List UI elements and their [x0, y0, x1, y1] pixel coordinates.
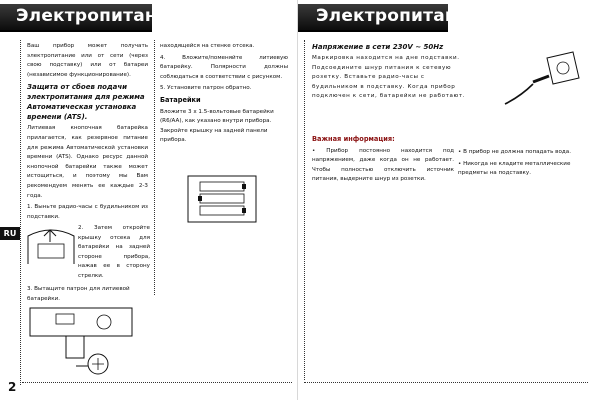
important-heading: Важная информация:: [312, 135, 395, 143]
power-plug-illustration: [503, 48, 583, 108]
right-page-title: Электропитание: [316, 6, 481, 26]
right-margin-dots: [304, 40, 305, 380]
left-column-2: [160, 42, 288, 148]
intro-paragraph: Ваш прибор может получать электропитание или от сети (через свою подставку) или от батареи (независимое функционирование).: [27, 43, 148, 78]
left-page-title: Электропитание: [16, 6, 181, 26]
left-column-1: [27, 42, 148, 224]
battery-holder-illustration: [26, 300, 136, 378]
step-3: 3. Вытащите патрон для литиевой батарейки.: [27, 286, 130, 302]
step-2: 2. Затем откройте крышку отсека для батарейки на задней стороне прибора, нажав ее в сторону стрелки.: [78, 225, 150, 279]
right-page: [298, 0, 595, 400]
important-info-block: [312, 135, 454, 187]
right-bottom-dots: [304, 382, 588, 383]
step-2-block: [78, 224, 150, 284]
right-title-banner: [298, 4, 481, 32]
important-bullet-3: • Никогда не кладите металлические предметы на подставку.: [458, 160, 571, 177]
batteries-paragraph: Вложите 3 x 1.5-вольтовые батарейки (R6/AA), как указано внутри прибора. Закройте крышку на задней панели прибора.: [160, 108, 274, 144]
batteries-heading: Батарейки: [160, 95, 201, 104]
left-page-number: 2: [8, 380, 17, 394]
important-bullet-2: • В прибор не должна попадать вода.: [458, 149, 571, 155]
mains-heading: Напряжение в сети 230V ~ 50Hz: [312, 43, 444, 51]
col2-cont: находящейся на стенке отсека.: [160, 43, 255, 49]
ats-heading: Защита от сбоев подачи электропитания для режима Автоматическая установка времени (ATS).: [27, 83, 145, 122]
important-bullet-1: • Прибор постоянно находится под напряжением, даже когда он не работает. Чтобы полностью отключить источник питания, выдерните шнур из розетки.: [312, 147, 454, 183]
left-column-divider: [154, 40, 155, 295]
mains-paragraph: Маркировка находится на дне подставки. Подсоедините шнур питания к сетевую розетку. Вставьте радио-часы с будильником в подставку. Когда прибор подключен к сети, батарейки не работают.: [312, 55, 466, 100]
step-5: 5. Установите патрон обратно.: [160, 85, 252, 92]
important-info-right: [458, 148, 592, 181]
battery-cover-illustration: [26, 226, 76, 266]
step-1: 1. Выньте радио-часы с будильником из подставки.: [27, 204, 148, 220]
left-bottom-dots: [22, 382, 292, 383]
left-page: [0, 0, 297, 400]
left-title-banner: [0, 4, 181, 32]
step-4: 4. Вложите/поменяйте литиевую батарейку. Полярности должны соблюдаться в соответствии с рисунком.: [160, 54, 288, 80]
right-main-column: [312, 42, 468, 104]
left-margin-dots: [20, 40, 21, 385]
ats-paragraph: Литиевая кнопочная батарейка прилагается, как резервное питание для режима Автоматической установки времени (ATS). Однако ресурс данной кнопочной батарейки также может истощиться, и поэтому мы Вам рекомендуем менять ее каждые 2-3 года.: [27, 125, 148, 199]
batteries-illustration: [182, 170, 262, 228]
language-tab: RU: [0, 227, 20, 240]
